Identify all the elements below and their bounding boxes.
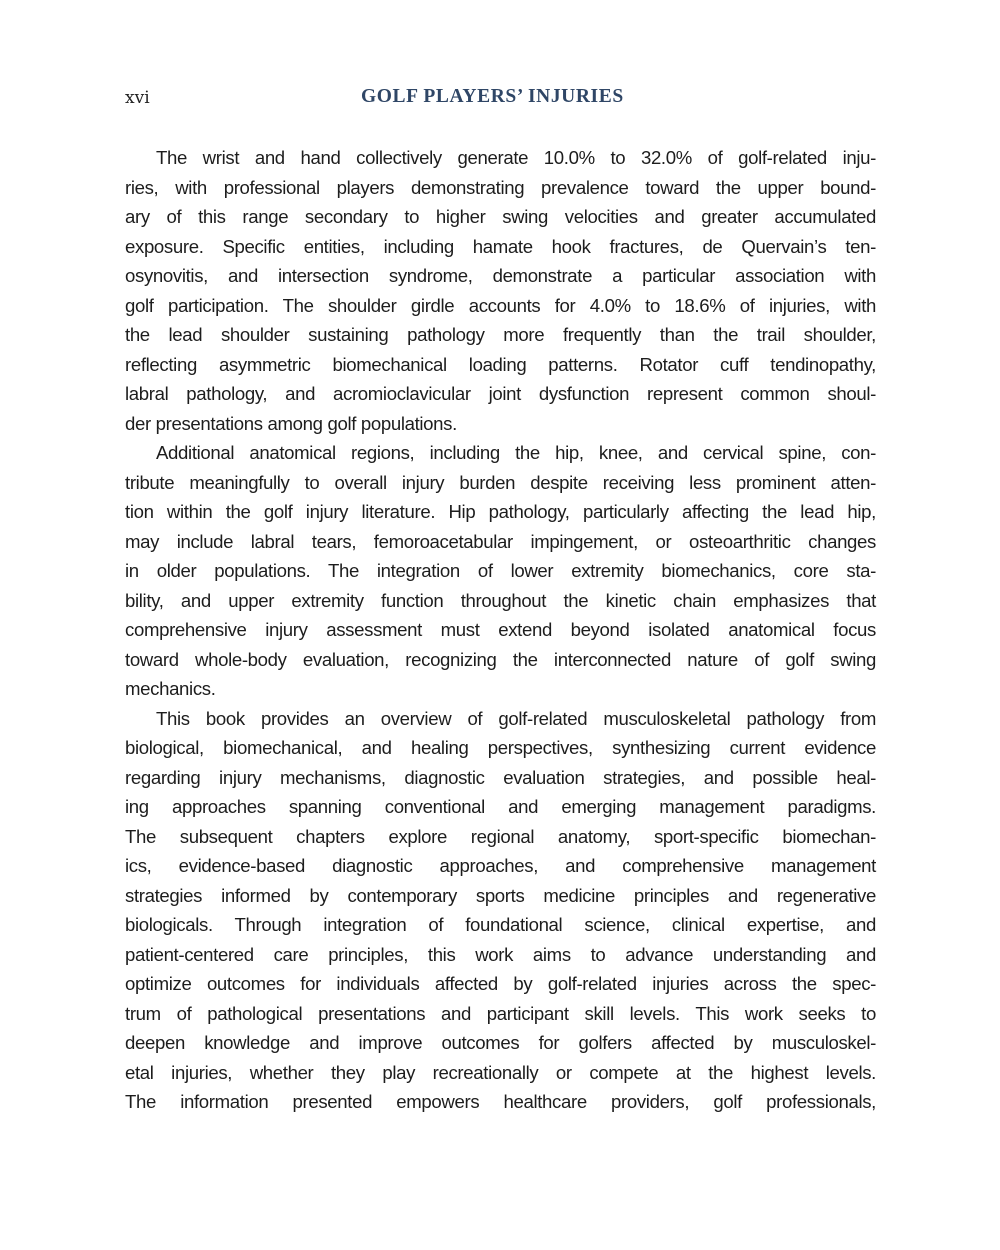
text-line: deepen knowledge and improve outcomes for golfers affected by musculoskel-	[125, 1032, 876, 1053]
text-line: ics, evidence-based diagnostic approaches, and comprehensive management	[125, 855, 876, 876]
text-line: tribute meaningfully to overall injury burden despite receiving less prominent atten-	[125, 471, 876, 493]
paragraph	[125, 143, 876, 438]
text-line: mechanics.	[125, 678, 216, 699]
text-line: ary of this range secondary to higher swing velocities and greater accumulated	[125, 206, 876, 227]
text-line: may include labral tears, femoroacetabular impingement, or osteoarthritic changes	[125, 530, 876, 552]
text-line: strategies informed by contemporary sports medicine principles and regenerative	[125, 884, 876, 906]
text-line: The subsequent chapters explore regional anatomy, sport-specific biomechan-	[125, 825, 876, 847]
text-line: in older populations. The integration of lower extremity biomechanics, core sta-	[125, 560, 876, 581]
text-line: optimize outcomes for individuals affected by golf-related injuries across the spec-	[125, 973, 876, 994]
text-line: toward whole-body evaluation, recognizing the interconnected nature of golf swing	[125, 648, 876, 670]
text-line: Additional anatomical regions, including the hip, knee, and cervical spine, con-	[156, 442, 876, 463]
running-title: GOLF PLAYERS’ INJURIES	[361, 86, 624, 107]
text-line: golf participation. The shoulder girdle accounts for 4.0% to 18.6% of injuries, with	[125, 294, 876, 316]
page-number: xvi	[125, 88, 150, 108]
text-line: ing approaches spanning conventional and emerging management paradigms.	[125, 796, 876, 817]
running-head	[125, 86, 876, 114]
text-line: labral pathology, and acromioclavicular joint dysfunction represent common shoul-	[125, 383, 876, 404]
text-line: comprehensive injury assessment must extend beyond isolated anatomical focus	[125, 619, 876, 640]
text-line: This book provides an overview of golf-related musculoskeletal pathology from	[156, 707, 876, 729]
text-line: regarding injury mechanisms, diagnostic evaluation strategies, and possible heal-	[125, 766, 876, 788]
text-line: etal injuries, whether they play recreationally or compete at the highest levels.	[125, 1061, 876, 1083]
text-line: biological, biomechanical, and healing perspectives, synthesizing current evidence	[125, 737, 876, 758]
text-line: trum of pathological presentations and participant skill levels. This work seeks to	[125, 1002, 876, 1024]
text-line: The wrist and hand collectively generate 10.0% to 32.0% of golf-related inju-	[156, 147, 876, 168]
paragraph	[125, 704, 876, 1117]
text-line: exposure. Specific entities, including hamate hook fractures, de Quervain’s ten-	[125, 235, 876, 257]
body-text	[125, 143, 876, 1117]
text-line: biologicals. Through integration of foundational science, clinical expertise, and	[125, 914, 876, 935]
text-line: tion within the golf injury literature. Hip pathology, particularly affecting the lead hip,	[125, 501, 876, 522]
text-line: patient-centered care principles, this work aims to advance understanding and	[125, 943, 876, 965]
text-line: reflecting asymmetric biomechanical loading patterns. Rotator cuff tendinopathy,	[125, 353, 876, 375]
text-line: ries, with professional players demonstrating prevalence toward the upper bound-	[125, 176, 876, 198]
text-line: the lead shoulder sustaining pathology more frequently than the trail shoulder,	[125, 324, 876, 345]
text-line: bility, and upper extremity function throughout the kinetic chain emphasizes that	[125, 589, 876, 611]
text-line: der presentations among golf populations.	[125, 412, 457, 434]
text-line: osynovitis, and intersection syndrome, demonstrate a particular association with	[125, 265, 876, 286]
text-line: The information presented empowers healthcare providers, golf professionals,	[125, 1091, 876, 1112]
paragraph	[125, 438, 876, 704]
